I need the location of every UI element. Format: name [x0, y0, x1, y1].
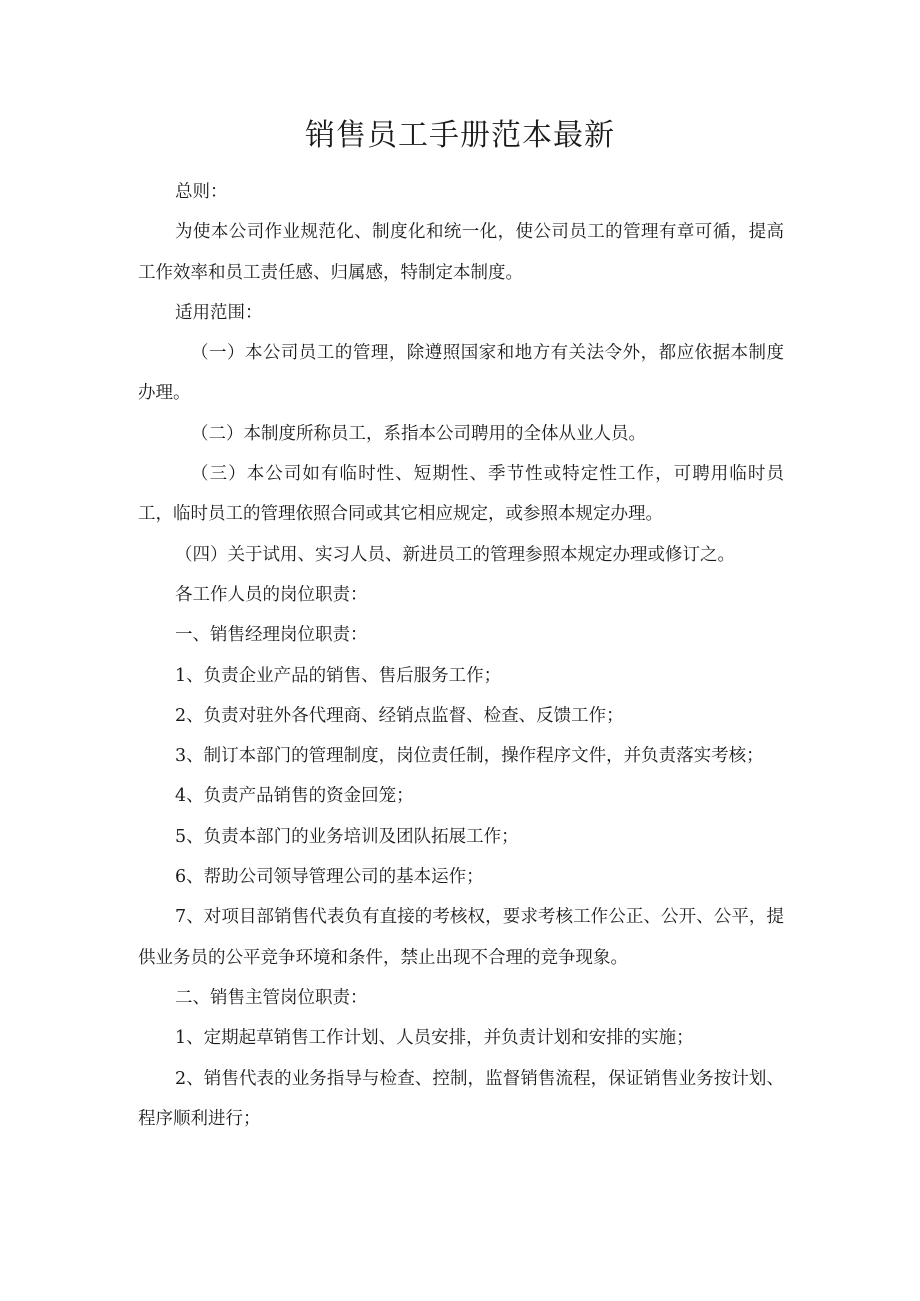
paragraph-scope-heading: 适用范围： — [175, 302, 263, 323]
paragraph-general-heading: 总则： — [175, 182, 228, 202]
paragraph-manager-duty-1: 1、负责企业产品的销售、售后服务工作； — [175, 665, 502, 686]
paragraph-scope-item-2: （二）本制度所称员工，系指本公司聘用的全体从业人员。 — [191, 423, 646, 444]
paragraph-duties-heading: 各工作人员的岗位职责： — [175, 584, 368, 605]
paragraph-supervisor-duty-1: 1、定期起草销售工作计划、人员安排，并负责计划和安排的实施； — [175, 1028, 694, 1049]
paragraph-scope-item-1: （一）本公司员工的管理，除遵照国家和地方有关法令外，都应依据本制度办理。 — [138, 343, 784, 404]
paragraph-general-purpose: 为使本公司作业规范化、制度化和统一化，使公司员工的管理有章可循，提高工作效率和员工责任感、归属感，特制定本制度。 — [138, 222, 784, 283]
paragraph-sales-manager-heading: 一、销售经理岗位职责： — [175, 625, 368, 646]
paragraph-scope-item-4: （四）关于试用、实习人员、新进员工的管理参照本规定办理或修订之。 — [175, 544, 735, 565]
paragraph-sales-supervisor-heading: 二、销售主管岗位职责： — [175, 987, 368, 1008]
paragraph-supervisor-duty-2: 2、销售代表的业务指导与检查、控制，监督销售流程，保证销售业务按计划、程序顺利进行； — [138, 1068, 784, 1129]
paragraph-manager-duty-2: 2、负责对驻外各代理商、经销点监督、检查、反馈工作； — [175, 705, 624, 726]
document-body — [138, 172, 784, 1139]
document-title: 销售员工手册范本最新 — [305, 118, 615, 153]
paragraph-manager-duty-7: 7、对项目部销售代表负有直接的考核权，要求考核工作公正、公开、公平，提供业务员的公平竞争环境和条件，禁止出现不合理的竞争现象。 — [138, 907, 784, 968]
paragraph-manager-duty-3: 3、制订本部门的管理制度，岗位责任制，操作程序文件，并负责落实考核； — [175, 746, 764, 767]
paragraph-manager-duty-6: 6、帮助公司领导管理公司的基本运作； — [175, 867, 484, 888]
paragraph-manager-duty-5: 5、负责本部门的业务培训及团队拓展工作； — [175, 826, 519, 847]
paragraph-manager-duty-4: 4、负责产品销售的资金回笼； — [175, 786, 414, 807]
paragraph-scope-item-3: （三）本公司如有临时性、短期性、季节性或特定性工作，可聘用临时员工，临时员工的管理依照合同或其它相应规定，或参照本规定办理。 — [138, 464, 784, 525]
